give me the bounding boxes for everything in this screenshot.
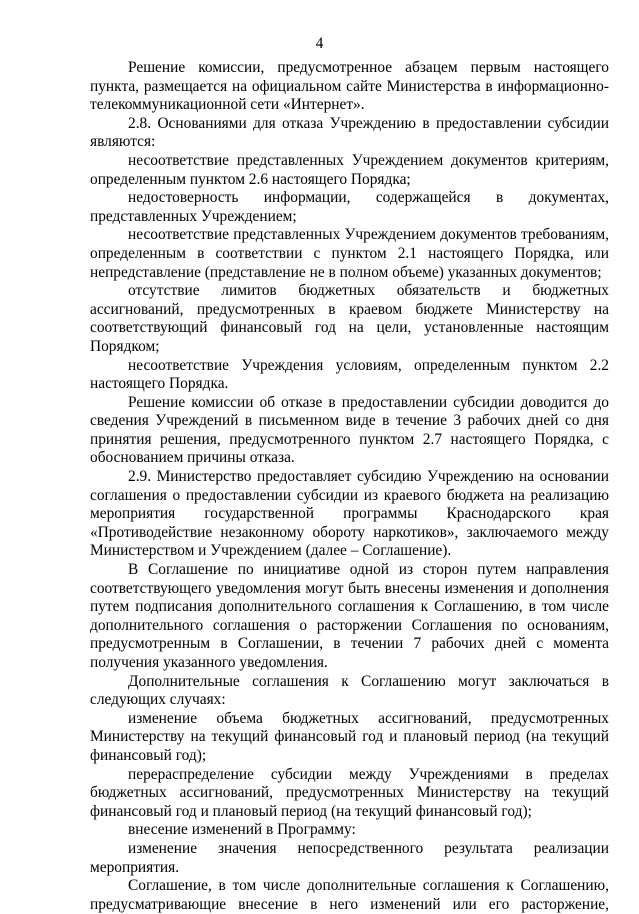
- paragraph: В Соглашение по инициативе одной из сторон путем направления соответствующего уведомления могут быть внесены изменения и дополнения путем подписания дополнительного соглашения к Соглашению, в том числе дополнительного соглашения о расторжении Соглашения по основаниям, предусмотренным в Соглашении, в течении 7 рабочих дней с момента получения указанного уведомления.: [90, 561, 609, 671]
- page-number: 4: [315, 35, 324, 52]
- paragraph: внесение изменений в Программу:: [128, 821, 356, 839]
- paragraph: Дополнительные соглашения к Соглашению могут заключаться в следующих случаях:: [90, 672, 609, 709]
- document-body: [90, 59, 609, 914]
- paragraph: несоответствие представленных Учреждением документов требованиям, определенным в соответствии с пунктом 2.1 настоящего Порядка, или непредставление (представление не в полном объеме) указанных документов;: [90, 226, 609, 281]
- paragraph: изменение значения непосредственного результата реализации мероприятия.: [90, 839, 609, 876]
- paragraph: отсутствие лимитов бюджетных обязательств и бюджетных ассигнований, предусмотренных в краевом бюджете Министерству на соответствующий финансовый год на цели, установленные настоящим Порядком;: [90, 282, 609, 355]
- paragraph: изменение объема бюджетных ассигнований, предусмотренных Министерству на текущий финансовый год и плановый период (на текущий финансовый год);: [90, 709, 609, 764]
- paragraph: Решение комиссии, предусмотренное абзацем первым настоящего пункта, размещается на официальном сайте Министерства в информационно-телекоммуникационной сети «Интернет».: [90, 59, 609, 114]
- paragraph: недостоверность информации, содержащейся в документах, представленных Учреждением;: [90, 189, 609, 225]
- paragraph: Решение комиссии об отказе в предоставлении субсидии доводится до сведения Учреждений в письменном виде в течение 3 рабочих дней со дня принятия решения, предусмотренного пунктом 2.7 настоящего Порядка, с обоснованием причины отказа.: [90, 393, 609, 467]
- paragraph: несоответствие Учреждения условиям, определенным пунктом 2.2 настоящего Порядка.: [90, 356, 609, 393]
- paragraph: 2.8. Основаниями для отказа Учреждению в предоставлении субсидии являются:: [90, 114, 609, 151]
- paragraph: Соглашение, в том числе дополнительные соглашения к Соглашению, предусматривающие внесение в него изменений или его расторжение,: [90, 877, 609, 913]
- paragraph: перераспределение субсидии между Учреждениями в пределах бюджетных ассигнований, предусмотренных Министерству на текущий финансовый год и плановый период (на текущий финансовый год);: [90, 765, 609, 820]
- paragraph: несоответствие представленных Учреждением документов критериям, определенным пунктом 2.6 настоящего Порядка;: [90, 151, 609, 188]
- paragraph: 2.9. Министерство предоставляет субсидию Учреждению на основании соглашения о предоставлении субсидии из краевого бюджета на реализацию мероприятия государственной программы Краснодарского края «Противодействие незаконному обороту наркотиков», заключаемого между Министерством и Учреждением (далее – Соглашение).: [90, 468, 609, 560]
